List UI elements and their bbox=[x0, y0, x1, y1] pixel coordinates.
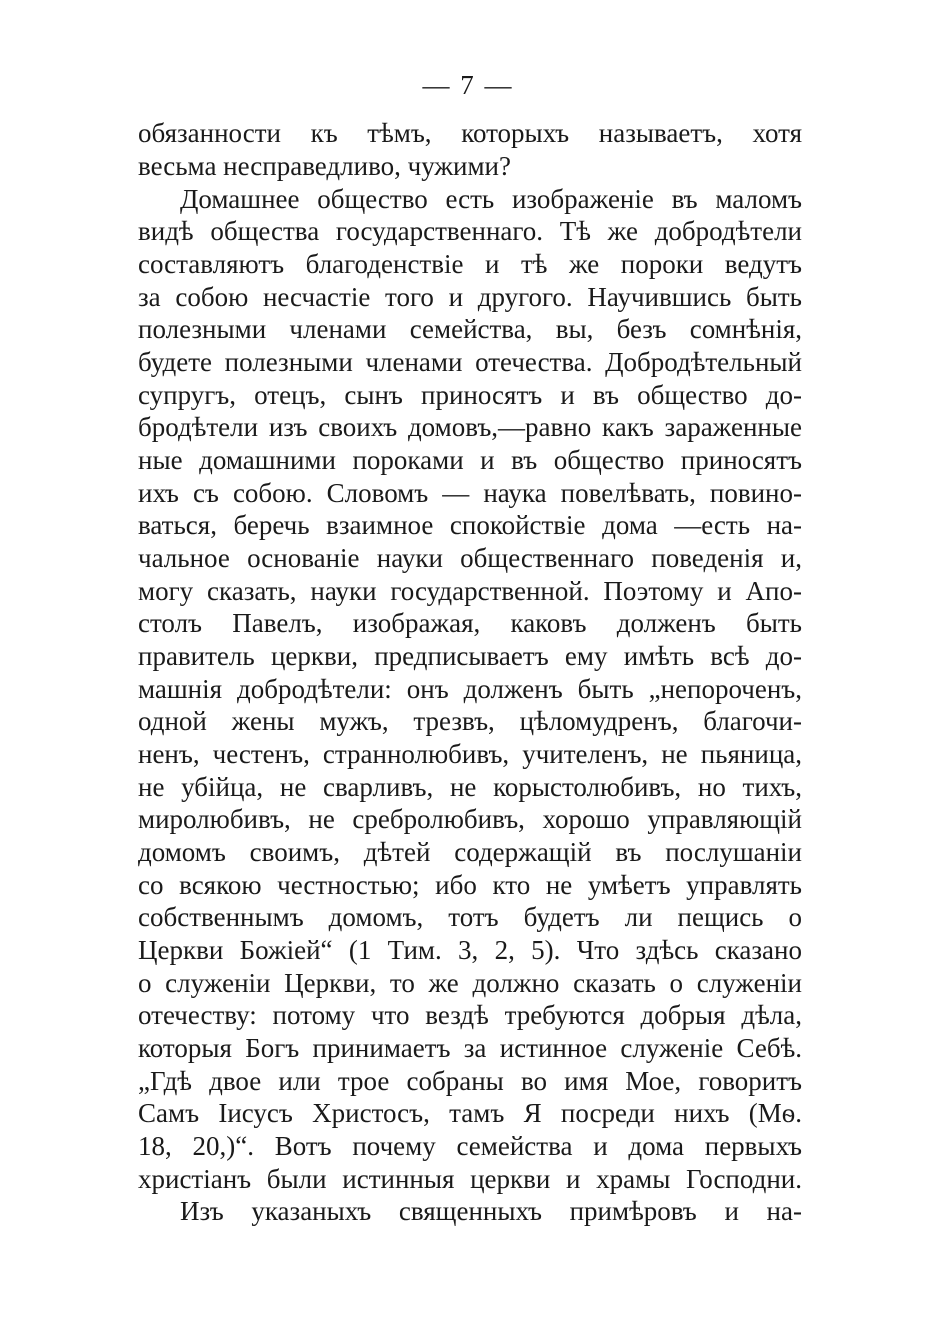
text-line: ваться, беречь взаимное спокойствіе дома —есть на- bbox=[138, 510, 802, 540]
text-line: Изъ указаныхъ священныхъ примѣровъ и на- bbox=[180, 1196, 802, 1226]
text-line: Церкви Божіей“ (1 Тим. 3, 2, 5). Что здѣсь сказано bbox=[138, 935, 802, 965]
text-line: 18, 20,)“. Вотъ почему семейства и дома первыхъ bbox=[138, 1131, 802, 1161]
text-line: ненъ, честенъ, страннолюбивъ, учителенъ, не пьяница, bbox=[138, 739, 802, 769]
text-line: обязанности къ тѣмъ, которыхъ называетъ, хотя bbox=[138, 118, 802, 148]
text-line: собственнымъ домомъ, тотъ будетъ ли пещись о bbox=[138, 902, 802, 932]
text-line: Домашнее общество есть изображеніе въ маломъ bbox=[180, 184, 802, 214]
text-line: чальное основаніе науки общественнаго поведенія и, bbox=[138, 543, 802, 573]
text-line: будете полезными членами отечества. Добродѣтельный bbox=[138, 347, 802, 377]
text-line: „Гдѣ двое или трое собраны во имя Мое, говоритъ bbox=[138, 1066, 802, 1096]
text-line: супругъ, отецъ, сынъ приносятъ и въ общество до- bbox=[138, 380, 802, 410]
text-line: христіанъ были истинныя церкви и храмы Господни. bbox=[138, 1164, 802, 1194]
text-line: о служеніи Церкви, то же должно сказать о служеніи bbox=[138, 968, 802, 998]
text-line: отечеству: потому что вездѣ требуются добрыя дѣла, bbox=[138, 1000, 802, 1030]
text-line: ные домашними пороками и въ общество приносятъ bbox=[138, 445, 802, 475]
text-line: за собою несчастіе того и другого. Научившись быть bbox=[138, 282, 802, 312]
page-number: — 7 — bbox=[422, 70, 514, 100]
text-line: правитель церкви, предписываетъ ему имѣть всѣ до- bbox=[138, 641, 802, 671]
text-line: видѣ общества государственнаго. Тѣ же добродѣтели bbox=[138, 216, 802, 246]
text-line: домомъ своимъ, дѣтей содержащій въ послушаніи bbox=[138, 837, 802, 867]
text-line: одной жены мужъ, трезвъ, цѣломудренъ, благочи- bbox=[138, 706, 802, 736]
text-line: полезными членами семейства, вы, безъ сомнѣнія, bbox=[138, 314, 802, 344]
text-line: составляютъ благоденствіе и тѣ же пороки ведутъ bbox=[138, 249, 802, 279]
text-line: машнія добродѣтели: онъ долженъ быть „непороченъ, bbox=[138, 674, 802, 704]
text-line: ихъ съ собою. Словомъ — наука повелѣвать, повино- bbox=[138, 478, 802, 508]
text-line: со всякою честностью; ибо кто не умѣетъ управлять bbox=[138, 870, 802, 900]
text-line: бродѣтели изъ своихъ домовъ,—равно какъ зараженные bbox=[138, 412, 802, 442]
text-line: Самъ Іисусъ Христосъ, тамъ Я посреди нихъ (Мѳ. bbox=[138, 1098, 802, 1128]
text-line: столъ Павелъ, изображая, каковъ долженъ быть bbox=[138, 608, 802, 638]
text-line: не убійца, не сварливъ, не корыстолюбивъ, но тихъ, bbox=[138, 772, 802, 802]
text-line: весьма несправедливо, чужими? bbox=[138, 151, 511, 181]
text-line: миролюбивъ, не сребролюбивъ, хорошо управляющій bbox=[138, 804, 802, 834]
text-line: которыя Богъ принимаетъ за истинное служеніе Себѣ. bbox=[138, 1033, 802, 1063]
text-line: могу сказать, науки государственной. Поэтому и Апо- bbox=[138, 576, 802, 606]
